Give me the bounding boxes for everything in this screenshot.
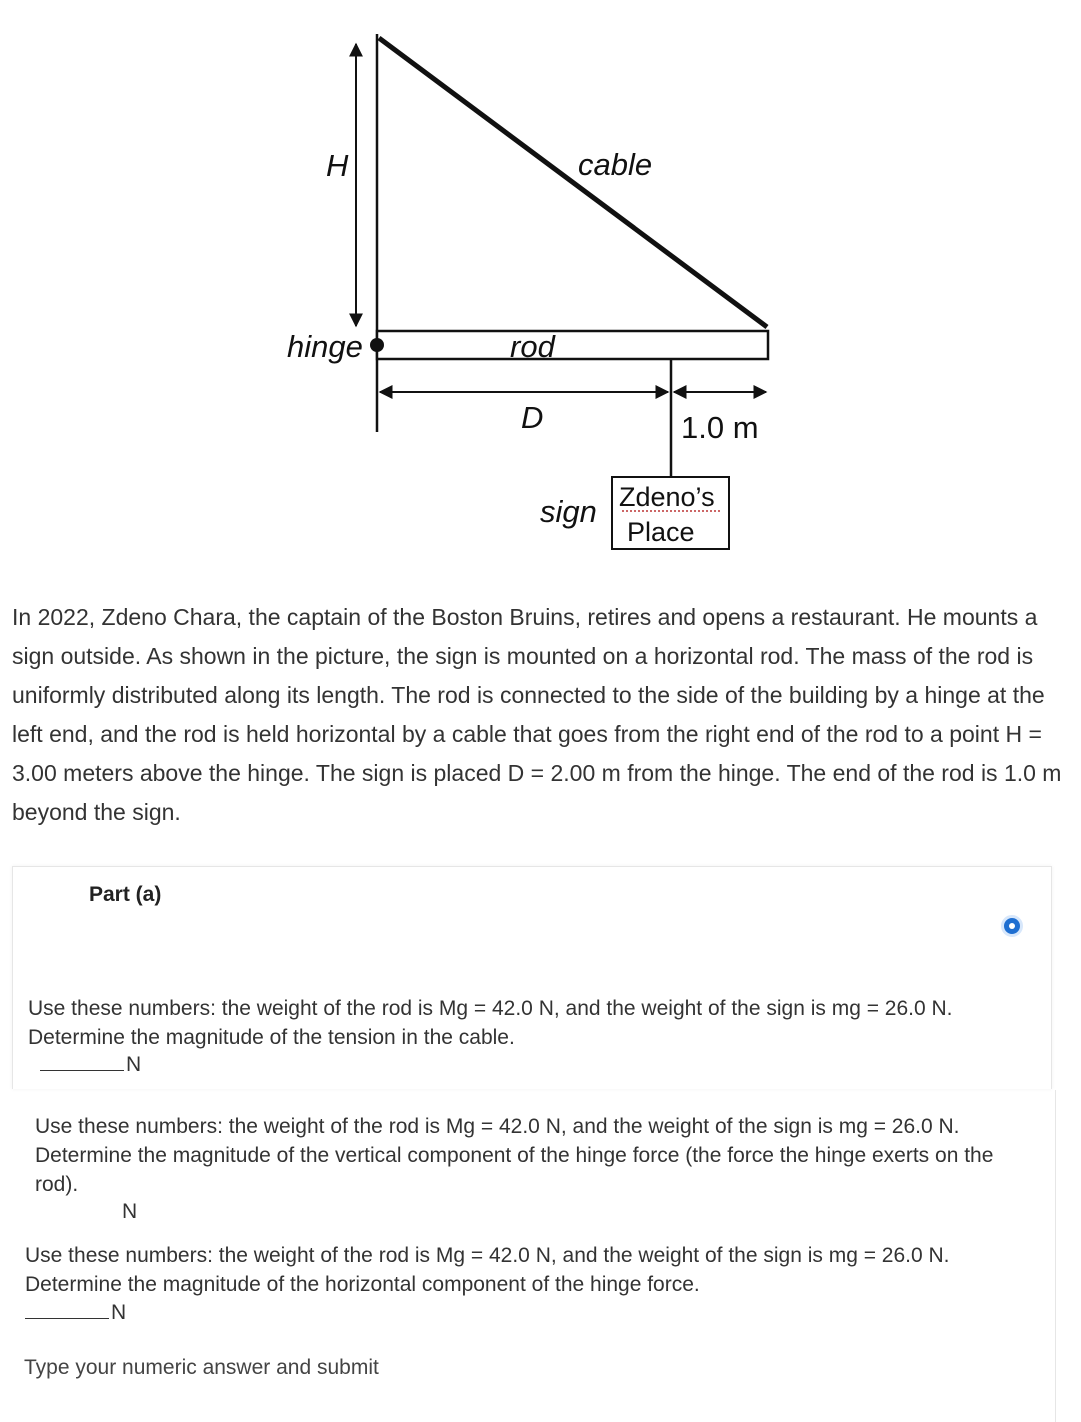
rod-beam <box>377 331 768 359</box>
question-3-line2: Determine the magnitude of the horizontal component of the hinge force. <box>25 1273 700 1296</box>
cable-line <box>379 38 767 327</box>
answer-2-unit: N <box>122 1200 138 1223</box>
answer-1-unit: N <box>126 1053 142 1076</box>
label-d: D <box>521 400 544 435</box>
label-cable: cable <box>578 147 653 182</box>
question-2-line2: Determine the magnitude of the vertical component of the hinge force (the force the hinge exerts on the rod). <box>35 1144 994 1196</box>
question-3 <box>25 1241 1025 1299</box>
answer-1[interactable] <box>40 1052 141 1077</box>
part-a-label: Part (a) <box>89 883 162 906</box>
label-h: H <box>326 148 349 183</box>
question-1-line1: Use these numbers: the weight of the rod is Mg = 42.0 N, and the weight of the sign is mg = 26.0 N. <box>28 997 953 1020</box>
question-1 <box>28 994 1008 1052</box>
sign-text-line1: Zdeno’s <box>619 482 715 512</box>
part-a-card <box>12 866 1052 1089</box>
card-border <box>1055 1090 1056 1422</box>
question-2-line1: Use these numbers: the weight of the rod is Mg = 42.0 N, and the weight of the sign is mg = 26.0 N. <box>35 1115 960 1138</box>
hinge-dot <box>370 338 384 352</box>
answer-3[interactable] <box>25 1300 126 1325</box>
label-distance: 1.0 m <box>681 410 759 445</box>
submit-hint: Type your numeric answer and submit <box>24 1356 379 1379</box>
question-3-line1: Use these numbers: the weight of the rod is Mg = 42.0 N, and the weight of the sign is mg = 26.0 N. <box>25 1244 950 1267</box>
label-rod: rod <box>510 329 555 364</box>
question-1-line2: Determine the magnitude of the tension in the cable. <box>28 1026 515 1049</box>
info-icon[interactable] <box>1001 915 1023 937</box>
answer-2[interactable] <box>122 1200 137 1224</box>
label-hinge: hinge <box>287 329 363 364</box>
question-2 <box>35 1112 1035 1199</box>
sign-text-line2: Place <box>627 517 695 547</box>
diagram-figure <box>0 0 1081 570</box>
answer-3-unit: N <box>111 1301 127 1324</box>
answer-1-blank[interactable] <box>40 1052 124 1071</box>
answer-3-blank[interactable] <box>25 1300 109 1319</box>
problem-statement: In 2022, Zdeno Chara, the captain of the Boston Bruins, retires and opens a restaurant. He mounts a sign outside. As shown in the picture, the sign is mounted on a horizontal rod. The mass of the rod is uniformly distributed along its length. The rod is connected to the side of the building by a hinge at the left end, and the rod is held horizontal by a cable that goes from the right end of the rod to a point H = 3.00 meters above the hinge. The sign is placed D = 2.00 m from the hinge. The end of the rod is 1.0 m beyond the sign. <box>12 604 1062 825</box>
label-sign: sign <box>540 494 597 529</box>
